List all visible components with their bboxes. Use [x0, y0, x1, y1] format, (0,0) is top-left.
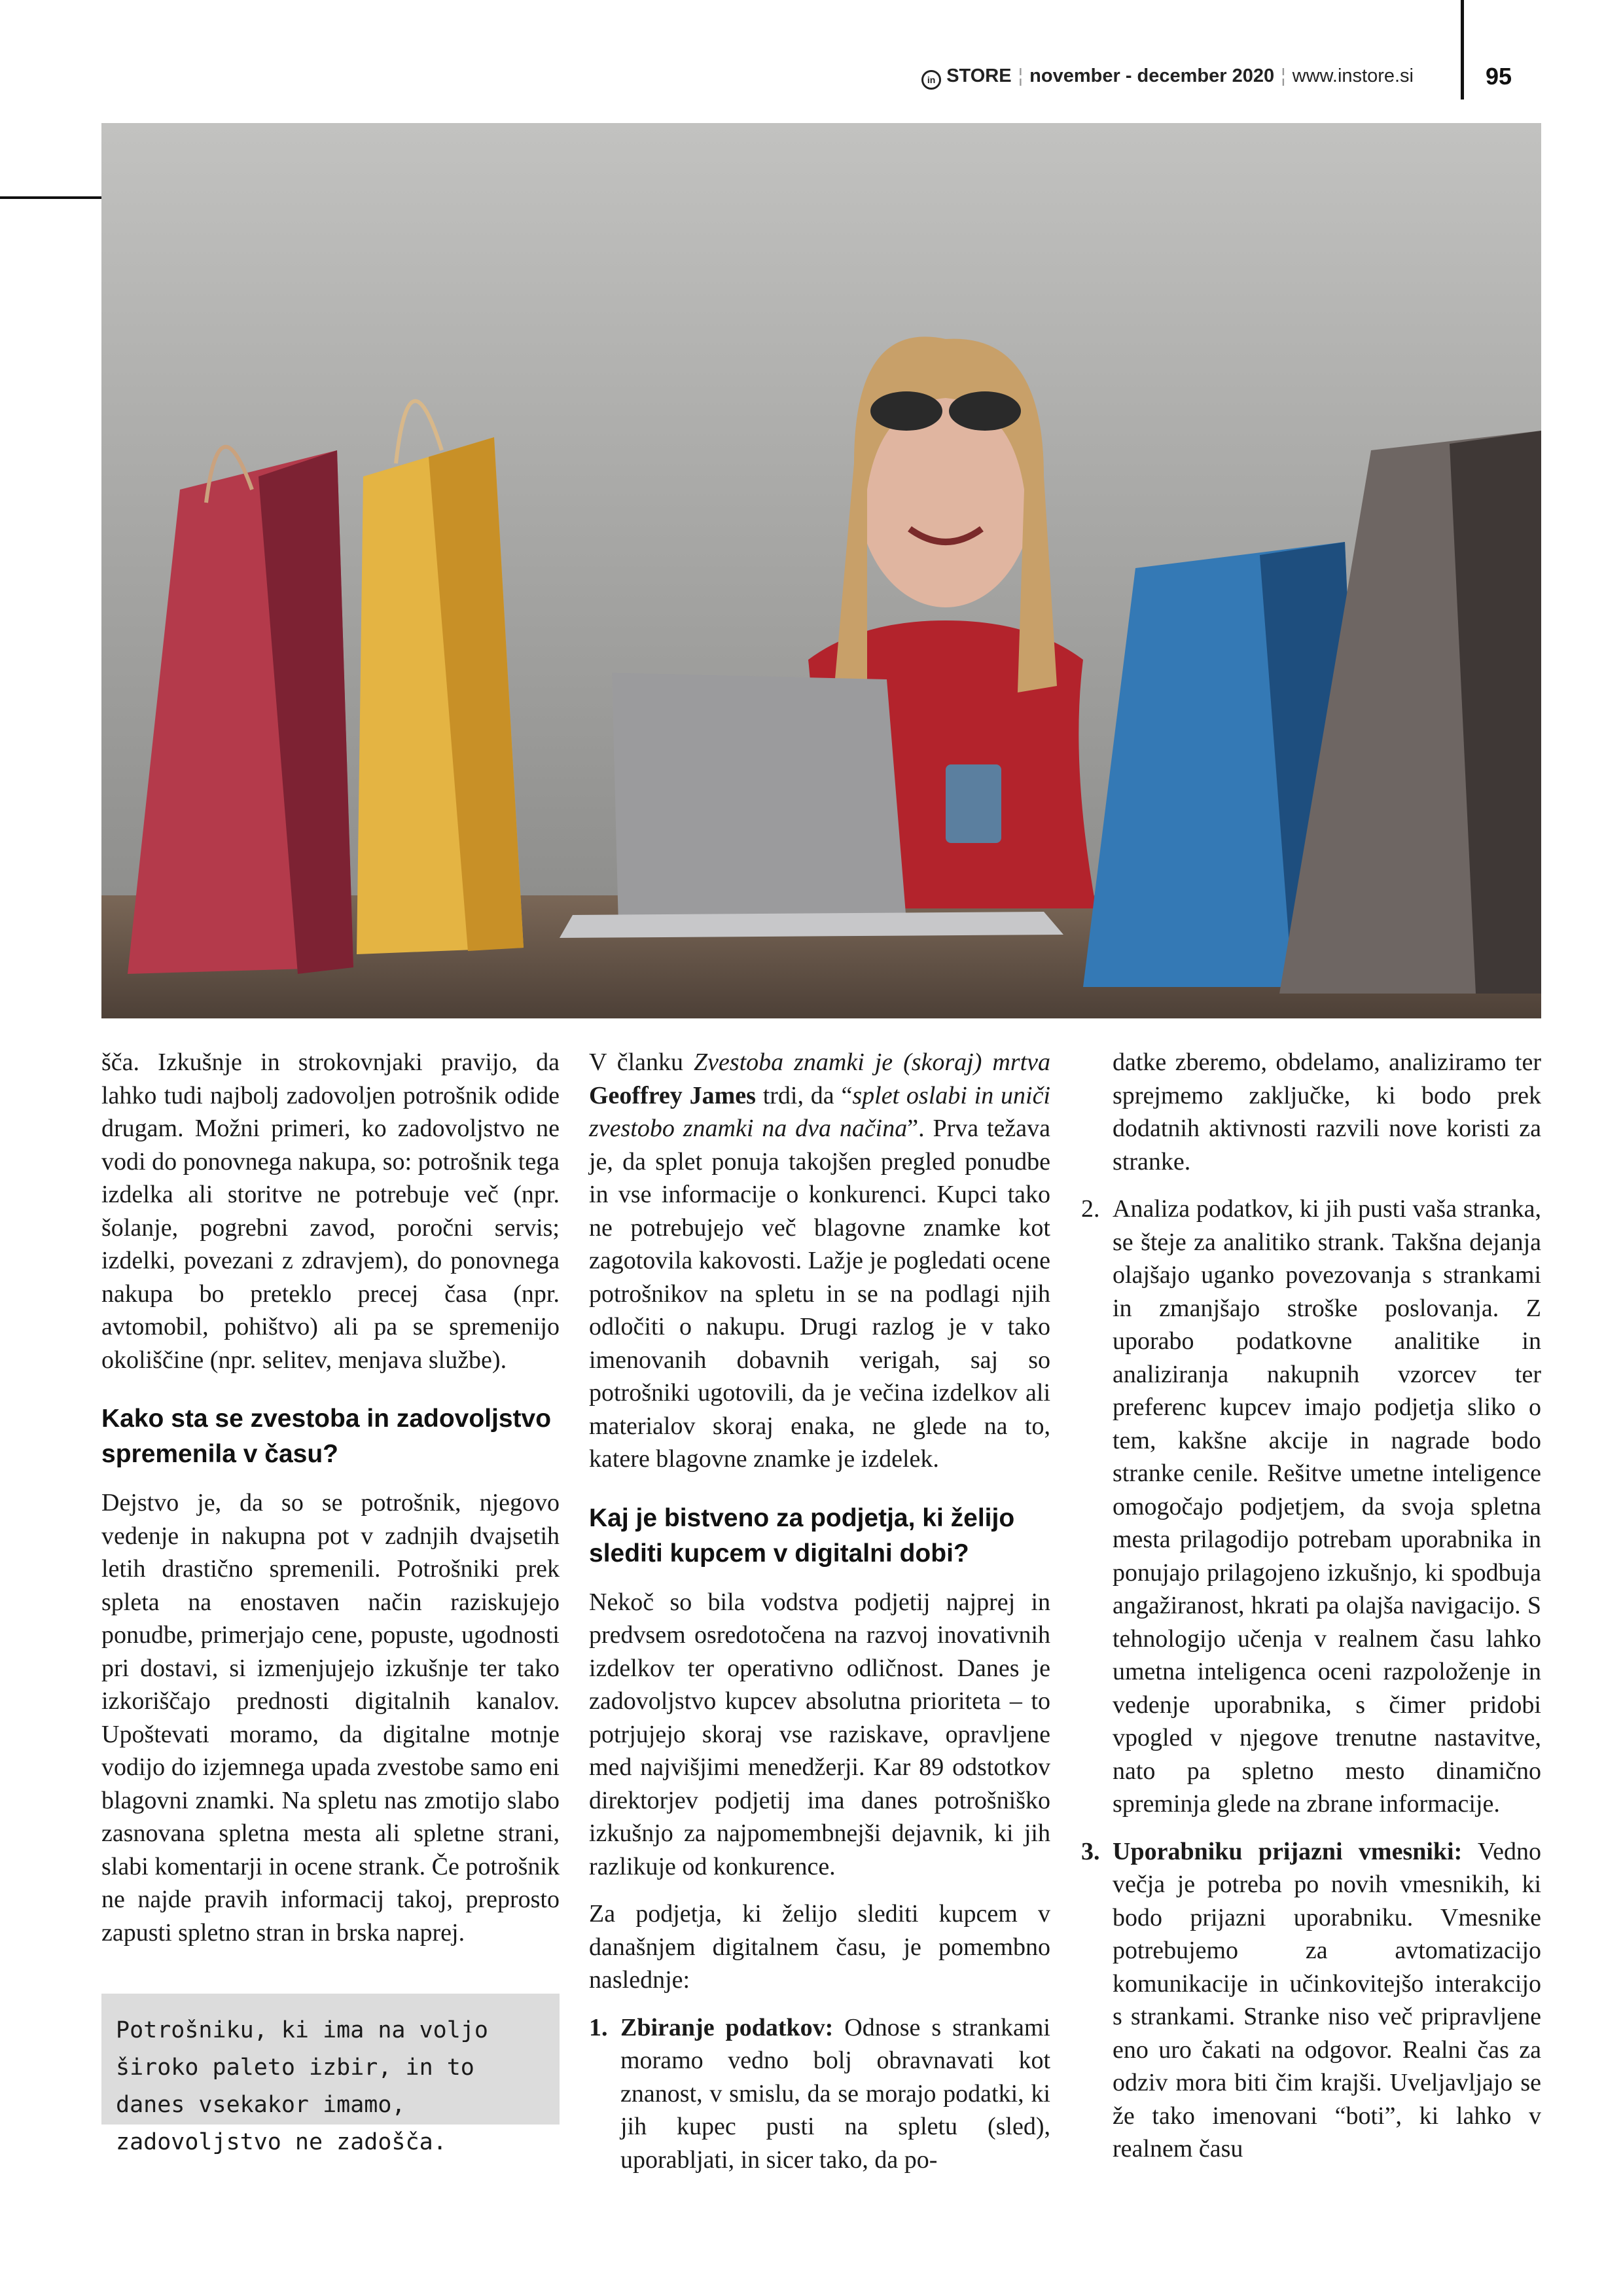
list-item-3	[1081, 1835, 1541, 2166]
list-item-text: Vedno večja je potreba po novih vmesnikih, ki bodo prijazni uporabniku. Vmesnike potrebujemo za avtomatizacijo komunikacije in učinkovitejšo interakcijo s strankami. Stranke niso več pripravljene eno uro čakati na odgovor. Realni čas za odziv mora biti čim krajši. Uveljavljajo se že tako imenovani “boti”, ki lahko v realnem času	[1113, 1837, 1541, 2162]
running-header	[851, 65, 1414, 90]
article-title: Zvestoba znamki je (skoraj) mrtva	[693, 1049, 1050, 1076]
col2-paragraph-3: Za podjetja, ki želijo slediti kupcem v današnjem digitalnem času, je pomembno naslednje:	[589, 1900, 1050, 1994]
list-item-title: Zbiranje podatkov:	[620, 2013, 834, 2041]
col2-p1-rest: ”. Prva težava je, da splet ponuja takojšen pregled ponudbe in vse informacije o konkurenci. Kupci tako ne potrebujejo več blagovne znamke kot zagotovila kakovosti. Lažje je pogledati ocene potrošnikov na spletu in se na podlagi njih odločiti o nakupu. Drugi razlog je v tako imenovanih dobavnih verigah, saj so potrošniki ugotovili, da je večina izdelkov ali materialov skoraj enaka, ne glede na to, katere blagovne znamke je izdelek.	[589, 1115, 1051, 1473]
col2-paragraph-1	[589, 1046, 1050, 1476]
col1-paragraph-1: šča. Izkušnje in strokovnjaki pravijo, da lahko tudi najbolj zadovoljen potrošnik odide drugam. Možni primeri, ko zadovoljstvo ne vodi do ponovnega nakupa, so: potrošnik tega izdelka ali storitve ne potrebuje več (npr. šolanje, pogrebni zavod, poročni servis; izdelki, povezani z zdravjem), do ponovnega nakupa bo preteklo precej časa (npr. avtomobil, pohištvo) ali pa se spremenijo okoliščine (npr. selitev, menjava službe).	[101, 1049, 560, 1374]
column-2	[589, 1046, 1050, 2191]
list-item-text: Analiza podatkov, ki jih pusti vaša stranka, se šteje za analitiko strank. Takšna dejanja olajšajo uganko povezovanja s strankami in zmanjšajo stroške poslovanja. Z uporabo podatkovne analitike in analiziranja nakupnih vzorcev ter preferenc kupcev imajo podjetja sliko o tem, kakšne akcije in nagrade bodo stranke cenile. Rešitve umetne inteligence omogočajo podjetjem, da svoja spletna mesta prilagodijo potrebam uporabnika in ponujajo prilagojeno izkušnjo, ki spodbuja angažiranost, hkrati pa olajša navigacijo. S tehnologijo učenja v realnem času lahko umetna inteligenca oceni razpoloženje in vedenje uporabnika, s čimer pridobi vpogled v njegove trenutne nastavitve, nato pa spletno mesto dinamično spreminja glede na zbrane informacije.	[1113, 1195, 1541, 1818]
col2-heading: Kaj je bistveno za podjetja, ki želijo slediti kupcem v digitalni dobi?	[589, 1503, 1015, 1568]
header-horizontal-rule	[0, 196, 101, 199]
author-quote: splet oslabi in uniči zvestobo znamki na dva načina	[589, 1081, 1050, 1142]
header-separator: ¦	[1018, 65, 1024, 86]
header-url: www.instore.si	[1292, 65, 1414, 86]
col2-p1-mid: trdi, da “	[755, 1081, 853, 1109]
header-vertical-rule	[1461, 0, 1464, 99]
col2-list	[589, 2011, 1050, 2177]
pull-quote: Potrošniku, ki ima na voljo široko paleto izbir, in to danes vsekakor imamo, zadovoljstvo ne zadošča.	[101, 1994, 560, 2125]
list-number: 3.	[1081, 1837, 1100, 1865]
list-number: 2.	[1081, 1195, 1100, 1223]
col2-paragraph-2: Nekoč so bila vodstva podjetij najprej in predvsem osredotočena na razvoj inovativnih izdelkov ter operativno odličnost. Danes je zadovoljstvo kupcev absolutna prioriteta – to potrjujejo skoraj vse raziskave, opravljene med najvišjimi menedžerji. Kar 89 odstotkov direktorjev podjetij ima danes potrošniško izkušnjo za najpomembnejši dejavnik, ki jih razlikuje od konkurence.	[589, 1588, 1050, 1880]
list-number: 1.	[589, 2013, 608, 2041]
header-separator: ¦	[1281, 65, 1286, 86]
page-number: 95	[1486, 63, 1512, 90]
header-brand: STORE	[946, 65, 1012, 86]
author-name: Geoffrey James	[589, 1081, 756, 1109]
col3-paragraph-1: datke zberemo, obdelamo, analiziramo ter sprejmemo zaključke, ki bodo prek dodatnih aktivnosti razvili nove koristi za stranke.	[1113, 1049, 1541, 1175]
header-issue: november - december 2020	[1029, 65, 1275, 86]
list-item-title: Uporabniku prijazni vmesniki:	[1113, 1837, 1463, 1865]
store-logo-icon: in	[921, 70, 941, 90]
list-item-text: Odnose s strankami moramo vedno bolj obravnavati kot znanost, v smislu, da se morajo podatki, ki jih kupec pusti na spletu (sled), uporabljati, in sicer tako, da po-	[620, 2013, 1050, 2174]
col1-heading: Kako sta se zvestoba in zadovoljstvo spremenila v času?	[101, 1405, 552, 1468]
column-3	[1081, 1046, 1541, 2180]
col3-list	[1081, 1193, 1541, 2166]
list-item-1	[589, 2011, 1050, 2177]
list-item-2	[1081, 1193, 1541, 1821]
column-1	[101, 1046, 560, 1964]
col1-paragraph-2: Dejstvo je, da so se potrošnik, njegovo vedenje in nakupna pot v zadnjih dvajsetih letih drastično spremenili. Potrošniki prek spleta na enostaven način raziskujejo ponudbe, primerjajo cene, popuste, ugodnosti pri dostavi, si izmenjujejo izkušnje ter tako izkoriščajo prednosti digitalnih kanalov. Upoštevati moramo, da digitalne motnje vodijo do izjemnega upada zvestobe samo eni blagovni znamki. Na spletu nas zmotijo slabo zasnovana spletna mesta ali spletne strani, slabi komentarji in ocene strank. Če potrošnik ne najde pravih informacij takoj, preprosto zapusti spletno stran in brska naprej.	[101, 1489, 560, 1946]
shopping-photo	[101, 123, 1541, 1018]
col2-p1-intro: V članku	[589, 1049, 694, 1076]
